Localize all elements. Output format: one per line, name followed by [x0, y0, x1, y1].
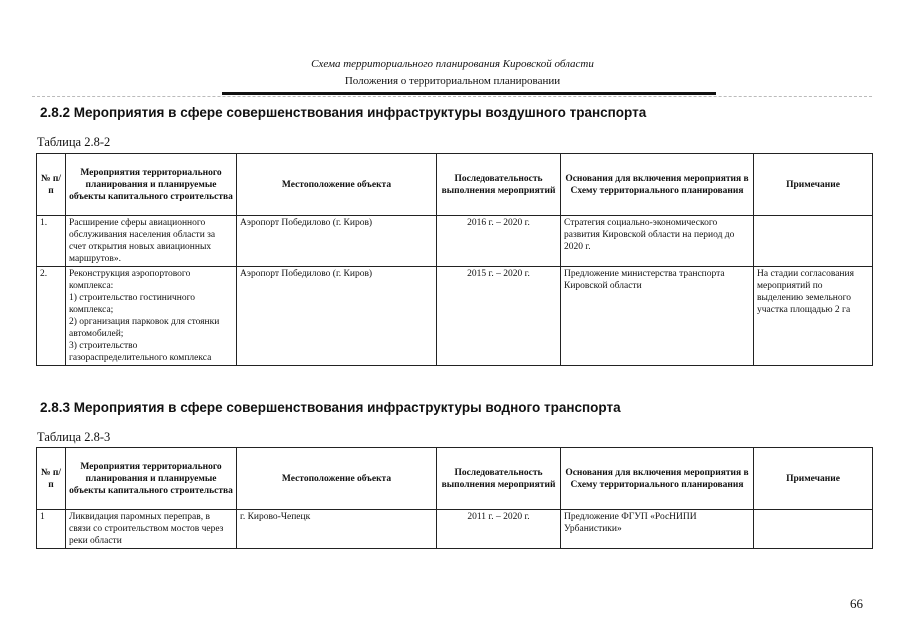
running-header-title: Схема территориального планирования Кировской области [311, 58, 594, 70]
table-water-transport [36, 447, 873, 549]
cell-sequence: 2015 г. – 2020 г. [437, 267, 561, 366]
table-row [37, 267, 873, 366]
cell-location: Аэропорт Победилово (г. Киров) [237, 267, 437, 366]
col-header-basis: Основания для включения мероприятия в Схему территориального планирования [561, 154, 754, 216]
page-number: 66 [850, 596, 863, 611]
table-caption-air: Таблица 2.8-2 [37, 135, 111, 149]
col-header-event: Мероприятия территориального планирования и планируемые объекты капитального строительства [66, 154, 237, 216]
cell-location: г. Кирово-Чепецк [237, 510, 437, 549]
col-header-location: Местоположение объекта [237, 154, 437, 216]
cell-num: 2. [37, 267, 66, 366]
cell-location: Аэропорт Победилово (г. Киров) [237, 216, 437, 267]
col-header-num: № п/п [37, 154, 66, 216]
cell-note [754, 216, 873, 267]
section-title-water: 2.8.3 Мероприятия в сфере совершенствования инфраструктуры водного транспорта [40, 400, 621, 415]
cell-sequence: 2016 г. – 2020 г. [437, 216, 561, 267]
cell-num: 1 [37, 510, 66, 549]
table-header-row [37, 154, 873, 216]
running-header-subtitle: Положения о территориальном планировании [344, 75, 561, 87]
col-header-sequence: Последовательность выполнения мероприятий [437, 448, 561, 510]
col-header-sequence: Последовательность выполнения мероприятий [437, 154, 561, 216]
col-header-num: № п/п [37, 448, 66, 510]
table-air-transport [36, 153, 873, 366]
cell-num: 1. [37, 216, 66, 267]
cell-basis: Предложение ФГУП «РосНИПИ Урбанистики» [561, 510, 754, 549]
table-caption-water: Таблица 2.8-3 [37, 430, 111, 444]
cell-sequence: 2011 г. – 2020 г. [437, 510, 561, 549]
dashed-divider [32, 96, 872, 97]
cell-event: Ликвидация паромных переправ, в связи со строительством мостов через реки области [66, 510, 237, 549]
cell-event: Реконструкция аэропортового комплекса: 1) строительство гостиничного комплекса; 2) организация парковок для стоянки автомобилей; 3) строительство газораспределительного комплекса [66, 267, 237, 366]
col-header-event: Мероприятия территориального планирования и планируемые объекты капитального строительства [66, 448, 237, 510]
table-row [37, 510, 873, 549]
table-row [37, 216, 873, 267]
col-header-note: Примечание [754, 154, 873, 216]
cell-note: На стадии согласования мероприятий по выделению земельного участка площадью 2 га [754, 267, 873, 366]
cell-basis: Предложение министерства транспорта Кировской области [561, 267, 754, 366]
table-header-row [37, 448, 873, 510]
col-header-note: Примечание [754, 448, 873, 510]
col-header-location: Местоположение объекта [237, 448, 437, 510]
section-title-air: 2.8.2 Мероприятия в сфере совершенствования инфраструктуры воздушного транспорта [40, 105, 647, 120]
cell-event: Расширение сферы авиационного обслуживания населения области за счет открытия новых авиационных маршрутов». [66, 216, 237, 267]
col-header-basis: Основания для включения мероприятия в Схему территориального планирования [561, 448, 754, 510]
cell-basis: Стратегия социально-экономического развития Кировской области на период до 2020 г. [561, 216, 754, 267]
header-rule [222, 92, 716, 95]
cell-note [754, 510, 873, 549]
